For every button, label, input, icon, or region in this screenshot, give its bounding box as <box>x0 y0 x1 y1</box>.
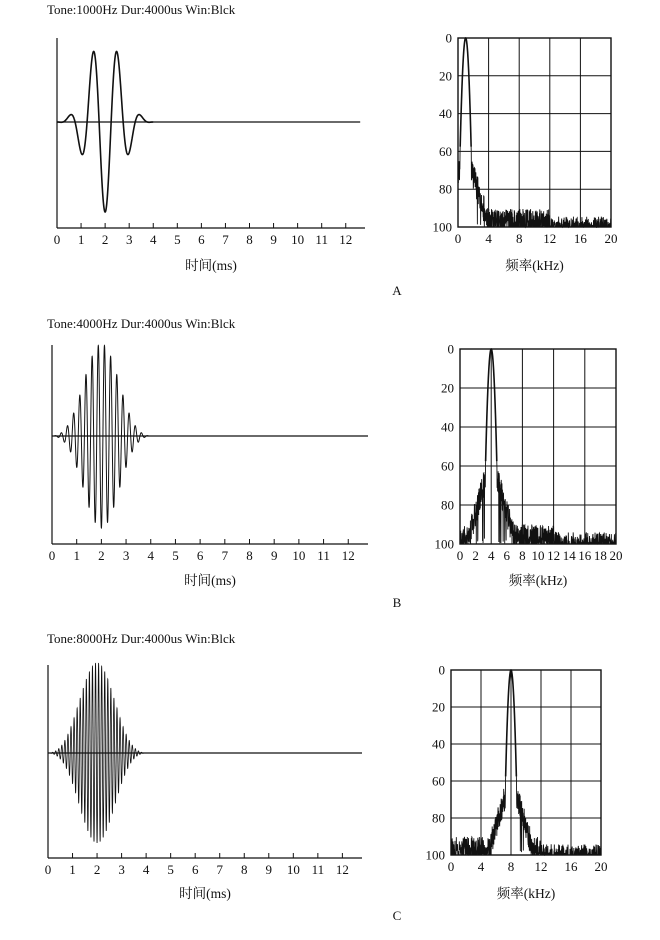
waveform-x-tick-label: 6 <box>191 862 199 877</box>
waveform-plot <box>49 345 368 588</box>
spectrum-y-tick-label: 0 <box>438 662 445 678</box>
spectrum-trace <box>458 38 611 227</box>
waveform-x-tick-label: 8 <box>246 548 253 563</box>
waveform-signal <box>57 51 153 212</box>
panel-letter: A <box>392 283 402 298</box>
spectrum-x-tick-label: 12 <box>547 548 561 563</box>
spectrum-y-tick-label: 80 <box>439 181 452 197</box>
spectrum-peak <box>460 38 471 147</box>
spectrum-y-tick-label: 0 <box>445 30 452 46</box>
waveform-x-tick-label: 1 <box>77 232 85 247</box>
waveform-x-tick-label: 11 <box>317 548 330 563</box>
spectrum-x-tick-label: 20 <box>604 231 618 246</box>
waveform-x-tick-label: 4 <box>147 548 154 563</box>
waveform-x-tick-label: 0 <box>48 548 56 563</box>
spectrum-x-tick-label: 12 <box>543 231 557 246</box>
spectrum-y-tick-label: 40 <box>432 736 445 752</box>
spectrum-x-tick-label: 14 <box>562 548 576 563</box>
spectrum-trace <box>460 349 616 544</box>
spectrum-x-tick-label: 0 <box>454 231 462 246</box>
waveform-x-tick-label: 6 <box>198 232 205 247</box>
waveform-signal <box>52 345 151 528</box>
waveform-x-tick-label: 1 <box>73 548 80 563</box>
waveform-x-axis-title: 时间(ms) <box>179 886 231 901</box>
spectrum-x-tick-label: 6 <box>503 548 511 563</box>
spectrum-y-tick-label: 20 <box>439 68 452 84</box>
waveform-x-tick-label: 12 <box>335 862 349 877</box>
spectrum-x-tick-label: 16 <box>578 548 592 563</box>
waveform-x-tick-label: 9 <box>265 862 273 877</box>
spectrum-x-tick-label: 20 <box>594 859 608 874</box>
spectrum-plot <box>433 31 618 274</box>
spectrum-y-tick-label: 100 <box>434 536 454 552</box>
waveform-x-tick-label: 11 <box>311 862 325 877</box>
spectrum-x-axis-title: 频率(kHz) <box>508 573 568 588</box>
spectrum-y-tick-label: 20 <box>441 380 454 396</box>
spectrum-x-tick-label: 0 <box>447 859 455 874</box>
spectrum-x-tick-label: 18 <box>593 548 607 563</box>
waveform-x-tick-label: 2 <box>98 548 105 563</box>
panel-letter: C <box>392 908 402 923</box>
waveform-x-tick-label: 8 <box>241 862 248 877</box>
spectrum-x-tick-label: 12 <box>534 859 548 874</box>
spectrum-x-tick-label: 2 <box>472 548 479 563</box>
waveform-x-tick-label: 10 <box>286 862 300 877</box>
panel-b <box>47 316 623 610</box>
spectrum-x-tick-label: 20 <box>609 548 623 563</box>
waveform-x-tick-label: 3 <box>125 232 133 247</box>
waveform-plot <box>54 38 365 273</box>
waveform-x-tick-label: 12 <box>339 232 353 247</box>
spectrum-y-tick-label: 0 <box>447 341 454 357</box>
waveform-x-tick-label: 9 <box>270 232 277 247</box>
waveform-x-axis-title: 时间(ms) <box>185 258 237 273</box>
waveform-x-tick-label: 7 <box>221 548 229 563</box>
waveform-x-axis-title: 时间(ms) <box>184 573 236 588</box>
waveform-x-tick-label: 3 <box>122 548 130 563</box>
waveform-x-tick-label: 1 <box>69 862 76 877</box>
waveform-x-tick-label: 6 <box>196 548 204 563</box>
spectrum-x-tick-label: 16 <box>573 231 587 246</box>
spectrum-x-tick-label: 16 <box>564 859 578 874</box>
waveform-x-tick-label: 8 <box>246 232 253 247</box>
spectrum-y-tick-label: 60 <box>439 143 452 159</box>
waveform-x-tick-label: 9 <box>270 548 278 563</box>
waveform-x-tick-label: 2 <box>93 862 101 877</box>
spectrum-plot <box>426 663 608 902</box>
spectrum-x-tick-label: 8 <box>519 548 526 563</box>
spectrum-x-axis-title: 频率(kHz) <box>496 886 556 901</box>
spectrum-plot <box>435 342 623 589</box>
waveform-x-tick-label: 5 <box>172 548 179 563</box>
waveform-x-tick-label: 4 <box>142 862 150 877</box>
spectrum-y-tick-label: 80 <box>432 810 445 826</box>
spectrum-y-tick-label: 20 <box>432 699 445 715</box>
spectrum-x-tick-label: 10 <box>531 548 545 563</box>
waveform-x-tick-label: 0 <box>44 862 52 877</box>
panel-c <box>45 631 608 923</box>
spectrum-y-tick-label: 80 <box>441 497 454 513</box>
spectrum-frame <box>458 38 611 227</box>
waveform-x-tick-label: 2 <box>101 232 109 247</box>
waveform-x-tick-label: 10 <box>291 232 305 247</box>
spectrum-x-tick-label: 0 <box>456 548 464 563</box>
panel-a <box>47 2 618 298</box>
spectrum-y-tick-label: 100 <box>425 847 445 863</box>
spectrum-y-tick-label: 60 <box>432 773 445 789</box>
panel-letter: B <box>392 595 402 610</box>
panel-header: Tone:1000Hz Dur:4000us Win:Blck <box>47 2 236 17</box>
waveform-x-tick-label: 12 <box>341 548 355 563</box>
waveform-x-tick-label: 3 <box>118 862 125 877</box>
spectrum-y-tick-label: 60 <box>441 458 454 474</box>
panel-header: Tone:4000Hz Dur:4000us Win:Blck <box>47 316 236 331</box>
panel-header: Tone:8000Hz Dur:4000us Win:Blck <box>47 631 236 646</box>
spectrum-x-tick-label: 8 <box>515 231 523 246</box>
spectrum-x-tick-label: 4 <box>477 859 485 874</box>
spectrum-x-tick-label: 4 <box>487 548 495 563</box>
waveform-plot <box>45 663 362 901</box>
spectrum-x-axis-title: 频率(kHz) <box>505 258 564 273</box>
waveform-x-tick-label: 0 <box>53 232 61 247</box>
spectrum-trace <box>451 670 601 855</box>
spectrum-x-tick-label: 8 <box>507 859 515 874</box>
spectrum-y-tick-label: 40 <box>441 419 454 435</box>
spectrum-y-tick-label: 40 <box>439 106 452 122</box>
spectrum-x-tick-label: 4 <box>485 231 492 246</box>
waveform-x-tick-label: 7 <box>216 862 223 877</box>
waveform-x-tick-label: 7 <box>222 232 229 247</box>
waveform-x-tick-label: 5 <box>174 232 181 247</box>
spectrum-y-tick-label: 100 <box>432 219 452 235</box>
waveform-x-tick-label: 10 <box>292 548 306 563</box>
waveform-x-tick-label: 11 <box>315 232 328 247</box>
waveform-x-tick-label: 4 <box>150 232 157 247</box>
waveform-x-tick-label: 5 <box>167 862 174 877</box>
